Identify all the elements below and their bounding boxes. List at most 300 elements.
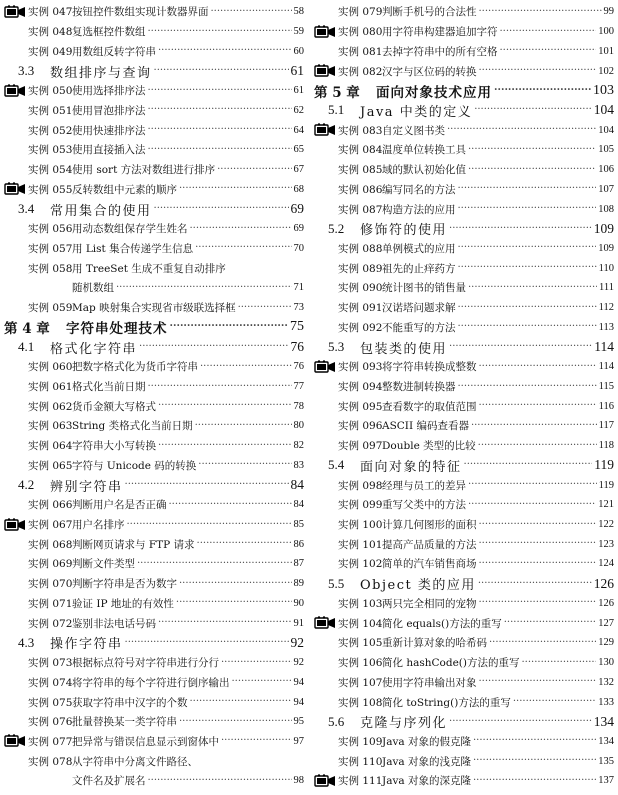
toc-entry-number: 实例 081	[338, 45, 383, 58]
dot-leader	[148, 86, 292, 96]
toc-entry-number: 实例 056	[28, 223, 73, 236]
toc-page-number: 73	[293, 302, 304, 314]
dot-leader	[479, 598, 597, 608]
dot-leader	[489, 638, 596, 648]
toc-section-heading	[314, 574, 614, 594]
toc-entry	[4, 436, 304, 456]
toc-entry-number: 实例 085	[338, 164, 383, 177]
toc-entry-number: 实例 107	[338, 676, 383, 689]
dot-leader	[148, 27, 292, 37]
toc-page-number: 107	[598, 183, 614, 195]
dot-leader	[458, 303, 597, 313]
toc-entry	[314, 633, 614, 653]
toc-entry-title: 文件名及扩展名	[72, 775, 146, 788]
toc-entry	[4, 298, 304, 318]
toc-entry	[4, 22, 304, 42]
toc-entry	[4, 594, 304, 614]
dot-leader	[449, 717, 592, 727]
toc-page-number: 69	[293, 223, 304, 235]
toc-entry-title: 用字符串构建器追加字符	[382, 26, 498, 39]
dot-leader	[468, 165, 596, 175]
dot-leader	[170, 322, 289, 332]
toc-entry-number: 5.2	[328, 220, 345, 236]
dot-leader	[232, 677, 292, 687]
toc-entry-title: 提高产品质量的方法	[382, 538, 477, 551]
toc-page-number: 129	[598, 637, 614, 649]
dot-leader	[478, 579, 592, 589]
dot-leader	[148, 145, 292, 155]
toc-page-number: 101	[598, 45, 614, 57]
toc-page-number: 119	[594, 457, 614, 473]
toc-section-heading	[4, 199, 304, 219]
toc-entry-number: 实例 074	[28, 676, 73, 689]
dot-leader	[179, 579, 292, 589]
toc-page-number: 98	[293, 775, 304, 787]
dot-leader	[458, 382, 597, 392]
toc-page-number: 84	[290, 477, 304, 493]
toc-entry-number: 3.4	[18, 201, 35, 217]
toc-entry-number: 实例 102	[338, 558, 383, 571]
toc-entry-continuation	[4, 278, 304, 298]
dot-leader	[468, 500, 596, 510]
toc-entry-title: 操作字符串	[50, 637, 123, 653]
toc-page-number: 64	[293, 124, 304, 136]
toc-entry	[314, 751, 614, 771]
toc-page-number: 116	[598, 400, 614, 412]
toc-entry	[4, 239, 304, 259]
dot-leader	[478, 441, 597, 451]
toc-entry-title: 面向对象技术应用	[376, 84, 492, 101]
toc-page-number: 135	[598, 755, 614, 767]
toc-entry-number: 实例 071	[28, 597, 73, 610]
toc-entry-number: 实例 062	[28, 400, 73, 413]
toc-entry-number: 实例 090	[338, 282, 383, 295]
toc-entry	[314, 416, 614, 436]
toc-entry-number: 实例 066	[28, 499, 73, 512]
toc-entry-number: 实例 083	[338, 124, 383, 137]
toc-entry-title: 域的默认初始化值	[382, 164, 466, 177]
dot-leader	[211, 7, 292, 17]
toc-entry-title: 汉诺塔问题求解	[382, 302, 456, 315]
toc-entry-number: 实例 103	[338, 597, 383, 610]
toc-entry-number: 实例 079	[338, 6, 383, 19]
toc-entry	[314, 258, 614, 278]
toc-entry-title: 简化 toString()方法的重写	[382, 696, 511, 709]
toc-entry-title: 使用选择排序法	[72, 85, 146, 98]
toc-entry-title: 克隆与序列化	[360, 716, 448, 732]
toc-entry	[314, 495, 614, 515]
toc-entry-title: 根据标点符号对字符串进行分行	[72, 657, 219, 670]
dot-leader	[217, 165, 291, 175]
toc-entry-number: 第 5 章	[314, 84, 360, 101]
toc-entry-number: 实例 059	[28, 302, 73, 315]
toc-entry-title: Double 类型的比较	[382, 440, 476, 453]
toc-section-heading	[314, 337, 614, 357]
toc-entry	[314, 140, 614, 160]
dot-leader	[238, 303, 292, 313]
toc-entry-title: 重写父类中的方法	[382, 499, 466, 512]
toc-page-number: 126	[593, 575, 614, 591]
toc-page-number: 77	[293, 381, 304, 393]
toc-entry	[4, 120, 304, 140]
toc-page-number: 133	[598, 696, 614, 708]
toc-section-heading	[4, 61, 304, 81]
dot-leader	[179, 184, 292, 194]
toc-entry	[4, 219, 304, 239]
toc-entry-title: ASCII 编码查看器	[382, 420, 469, 433]
toc-page-number: 109	[598, 242, 614, 254]
toc-entry-title: 将字符串的每个字符进行倒序输出	[72, 676, 230, 689]
toc-entry-number: 实例 111	[338, 775, 383, 788]
dot-leader	[148, 125, 292, 135]
toc-entry-title: Java 对象的深克隆	[382, 775, 471, 788]
dot-leader	[479, 66, 597, 76]
toc-entry-title: 鉴别非法电话号码	[72, 617, 156, 630]
toc-entry	[314, 22, 614, 42]
toc-entry	[4, 672, 304, 692]
dot-leader	[468, 283, 597, 293]
toc-entry-title: 货币金额大写格式	[72, 400, 156, 413]
dot-leader	[197, 539, 292, 549]
dot-leader	[148, 105, 292, 115]
toc-page-number: 90	[293, 597, 304, 609]
toc-entry-number: 实例 106	[338, 657, 383, 670]
toc-entry	[314, 554, 614, 574]
toc-entry-title: 整数进制转换器	[382, 381, 456, 394]
toc-page-number: 62	[293, 104, 304, 116]
toc-entry-number: 实例 076	[28, 716, 73, 729]
toc-entry-title: 把异常与错误信息显示到窗体中	[72, 735, 219, 748]
toc-entry-title: 用户名排序	[72, 519, 125, 532]
toc-entry	[4, 495, 304, 515]
toc-page-number: 69	[290, 201, 304, 217]
toc-entry	[4, 574, 304, 594]
toc-page-number: 114	[594, 339, 614, 355]
toc-page-number: 109	[593, 220, 614, 236]
toc-entry	[4, 534, 304, 554]
toc-entry-title: 用数组反转字符串	[72, 45, 156, 58]
toc-entry-number: 实例 108	[338, 696, 383, 709]
toc-entry	[314, 436, 614, 456]
toc-entry-title: 祖先的止痒药方	[382, 262, 456, 275]
toc-entry-number: 实例 054	[28, 164, 73, 177]
dot-leader	[125, 480, 289, 490]
toc-entry-continuation	[4, 771, 304, 791]
toc-entry-number: 实例 098	[338, 479, 383, 492]
toc-page-number: 58	[293, 6, 304, 18]
toc-entry-title: String 类格式化当前日期	[72, 420, 193, 433]
toc-entry	[314, 653, 614, 673]
toc-entry-title: 简单的汽车销售商场	[382, 558, 477, 571]
toc-entry	[314, 613, 614, 633]
dot-leader	[195, 421, 292, 431]
dot-leader	[221, 736, 292, 746]
toc-entry-number: 实例 096	[338, 420, 383, 433]
toc-page-number: 106	[598, 164, 614, 176]
dot-leader	[200, 362, 292, 372]
toc-entry-number: 实例 051	[28, 104, 73, 117]
toc-entry-title: 判断文件类型	[72, 558, 135, 571]
dot-leader	[148, 382, 292, 392]
toc-entry-number: 实例 109	[338, 735, 383, 748]
toc-entry-number: 实例 064	[28, 440, 73, 453]
toc-entry-title: 经理与员工的差异	[382, 479, 466, 492]
video-camera-icon	[314, 774, 336, 788]
toc-page-number: 76	[293, 361, 304, 373]
dot-leader	[473, 776, 596, 786]
toc-entry-title: 查看数字的取值范围	[382, 400, 477, 413]
toc-entry-number: 实例 089	[338, 262, 383, 275]
dot-leader	[190, 224, 292, 234]
toc-entry-title: 使用冒泡排序法	[72, 104, 146, 117]
toc-entry-number: 实例 072	[28, 617, 73, 630]
toc-page-number: 130	[598, 657, 614, 669]
toc-entry-number: 实例 101	[338, 538, 383, 551]
toc-entry	[4, 396, 304, 416]
toc-section-heading	[4, 337, 304, 357]
toc-page-number: 94	[293, 696, 304, 708]
dot-leader	[158, 618, 292, 628]
dot-leader	[479, 362, 597, 372]
toc-page-number: 124	[598, 558, 614, 570]
toc-entry-number: 实例 099	[338, 499, 383, 512]
toc-entry-title: 判断网页请求与 FTP 请求	[72, 538, 195, 551]
toc-entry-title: 将字符串转换成整数	[382, 361, 477, 374]
toc-page-number: 111	[599, 282, 614, 294]
toc-entry	[4, 456, 304, 476]
toc-entry-number: 5.3	[328, 339, 345, 355]
toc-page-number: 60	[293, 45, 304, 57]
toc-entry-title: 使用 sort 方法对数组进行排序	[72, 164, 216, 177]
toc-entry	[314, 278, 614, 298]
toc-entry	[314, 199, 614, 219]
toc-entry-number: 实例 048	[28, 26, 73, 39]
toc-entry-title: Map 映射集合实现省市级联选择框	[72, 302, 236, 315]
dot-leader	[500, 27, 597, 37]
dot-leader	[449, 342, 592, 352]
toc-entry-title: 重新计算对象的哈希码	[382, 637, 487, 650]
toc-entry-title: 使用直接插入法	[72, 144, 146, 157]
toc-entry-title: 辨别字符串	[50, 479, 123, 495]
toc-page-number: 132	[598, 676, 614, 688]
toc-entry	[4, 101, 304, 121]
video-camera-icon	[4, 518, 26, 532]
toc-entry	[4, 692, 304, 712]
toc-entry	[4, 554, 304, 574]
toc-page-number: 137	[598, 775, 614, 787]
toc-entry-number: 实例 077	[28, 735, 73, 748]
toc-entry-number: 实例 091	[338, 302, 383, 315]
toc-entry-title: 汉字与区位码的转换	[382, 65, 477, 78]
toc-entry	[314, 692, 614, 712]
toc-entry	[314, 357, 614, 377]
toc-entry-title: 计算几何图形的面积	[382, 519, 477, 532]
toc-page-number: 123	[598, 538, 614, 550]
dot-leader	[139, 342, 288, 352]
toc-entry-title: Java 对象的假克隆	[382, 735, 471, 748]
dot-leader	[195, 243, 291, 253]
toc-page-number: 82	[293, 440, 304, 452]
toc-page-number: 86	[293, 538, 304, 550]
toc-page-number: 110	[598, 262, 614, 274]
toc-entry-number: 实例 075	[28, 696, 73, 709]
toc-page-number: 115	[598, 381, 614, 393]
toc-page-number: 119	[598, 479, 614, 491]
toc-entry-number: 实例 080	[338, 26, 383, 39]
toc-entry-title: 获取字符串中汉字的个数	[72, 696, 188, 709]
toc-entry-title: 字符串处理技术	[66, 321, 168, 338]
toc-page-number: 104	[593, 102, 614, 118]
toc-entry-number: 5.4	[328, 457, 345, 473]
toc-entry-number: 实例 087	[338, 203, 383, 216]
toc-page-number: 83	[293, 459, 304, 471]
toc-section-heading	[314, 101, 614, 121]
toc-entry-number: 实例 069	[28, 558, 73, 571]
toc-page-number: 100	[598, 26, 614, 38]
toc-page-number: 67	[293, 164, 304, 176]
toc-section-heading	[314, 219, 614, 239]
video-camera-icon	[314, 616, 336, 630]
dot-leader	[458, 204, 597, 214]
toc-entry	[4, 2, 304, 22]
toc-entry	[4, 515, 304, 535]
toc-entry-number: 实例 060	[28, 361, 73, 374]
toc-entry	[314, 396, 614, 416]
toc-page-number: 126	[598, 597, 614, 609]
dot-leader	[500, 46, 597, 56]
toc-entry-title: 用动态数组保存学生姓名	[72, 223, 188, 236]
dot-leader	[221, 658, 292, 668]
dot-leader	[458, 263, 597, 273]
toc-page-number: 118	[598, 440, 614, 452]
toc-entry-title: 去掉字符串中的所有空格	[382, 45, 498, 58]
dot-leader	[458, 243, 597, 253]
toc-page-number: 75	[290, 319, 304, 335]
toc-page-number: 59	[293, 26, 304, 38]
toc-entry-number: 实例 052	[28, 124, 73, 137]
dot-leader	[148, 776, 292, 786]
toc-entry-title: 字符与 Unicode 码的转换	[72, 459, 197, 472]
dot-leader	[449, 224, 592, 234]
toc-entry-title: 字符串大小写转换	[72, 440, 156, 453]
toc-entry-number: 实例 097	[338, 440, 383, 453]
video-camera-icon	[314, 123, 336, 137]
dot-leader	[125, 638, 289, 648]
toc-entry	[314, 298, 614, 318]
toc-page-number: 65	[293, 144, 304, 156]
toc-entry	[4, 140, 304, 160]
toc-entry-title: 把数字格式化为货币字符串	[72, 361, 198, 374]
toc-entry	[314, 120, 614, 140]
toc-page-number: 70	[293, 242, 304, 254]
toc-entry-number: 实例 065	[28, 459, 73, 472]
dot-leader	[458, 184, 597, 194]
toc-entry-number: 实例 110	[338, 755, 383, 768]
toc-page-number: 85	[293, 519, 304, 531]
dot-leader	[494, 86, 591, 96]
toc-page-number: 91	[293, 617, 304, 629]
toc-entry	[4, 653, 304, 673]
dot-leader	[479, 520, 597, 530]
toc-entry	[314, 61, 614, 81]
toc-entry	[4, 41, 304, 61]
toc-entry	[4, 732, 304, 752]
toc-page-number: 87	[293, 558, 304, 570]
dot-leader	[468, 480, 597, 490]
video-camera-icon	[4, 5, 26, 19]
toc-entry-number: 实例 053	[28, 144, 73, 157]
video-camera-icon	[4, 734, 26, 748]
toc-entry-number: 实例 086	[338, 183, 383, 196]
dot-leader	[154, 204, 289, 214]
toc-page-number: 127	[598, 617, 614, 629]
toc-page-number: 92	[293, 657, 304, 669]
toc-page-number: 76	[290, 339, 304, 355]
toc-chapter-heading	[314, 81, 614, 101]
toc-page-number: 104	[598, 124, 614, 136]
toc-entry-number: 5.6	[328, 713, 345, 729]
dot-leader	[504, 618, 597, 628]
dot-leader	[479, 677, 597, 687]
toc-page-number: 95	[293, 716, 304, 728]
toc-left-column	[4, 2, 304, 791]
toc-entry	[4, 357, 304, 377]
dot-leader	[473, 756, 596, 766]
toc-entry-title: 判断用户名是否正确	[72, 499, 167, 512]
toc-entry-title: 按钮控件数组实现计数器界面	[72, 6, 209, 19]
toc-entry-number: 实例 058	[28, 262, 73, 275]
dot-leader	[479, 7, 602, 17]
toc-page-number: 117	[598, 420, 614, 432]
dot-leader	[458, 322, 597, 332]
toc-entry-number: 实例 073	[28, 657, 73, 670]
dot-leader	[464, 460, 593, 470]
toc-section-heading	[4, 475, 304, 495]
toc-section-heading	[4, 633, 304, 653]
toc-page-number: 105	[598, 144, 614, 156]
toc-entry-number: 实例 067	[28, 519, 73, 532]
toc-entry-title: 复选框控件数组	[72, 26, 146, 39]
toc-entry	[4, 751, 304, 771]
toc-page-number: 112	[598, 302, 614, 314]
dot-leader	[468, 145, 596, 155]
toc-page-number: 71	[293, 282, 304, 294]
toc-entry	[314, 771, 614, 791]
toc-entry	[4, 613, 304, 633]
toc-entry	[314, 160, 614, 180]
toc-entry-title: 用 List 集合传递学生信息	[72, 242, 194, 255]
toc-entry-number: 实例 061	[28, 381, 73, 394]
dot-leader	[169, 500, 292, 510]
toc-entry	[314, 534, 614, 554]
toc-entry-title: 使用字符串输出对象	[382, 676, 477, 689]
toc-entry-number: 实例 100	[338, 519, 383, 532]
toc-page-number: 92	[290, 634, 304, 650]
video-camera-icon	[314, 64, 336, 78]
toc-entry-title: Java 对象的浅克隆	[382, 755, 471, 768]
toc-entry-title: 单例模式的应用	[382, 242, 456, 255]
toc-page-number: 68	[293, 183, 304, 195]
toc-entry-title: 温度单位转换工具	[382, 144, 466, 157]
toc-entry-number: 实例 055	[28, 183, 73, 196]
toc-page-number: 122	[598, 519, 614, 531]
toc-section-heading	[314, 456, 614, 476]
dot-leader	[154, 66, 289, 76]
toc-entry-number: 5.1	[328, 102, 345, 118]
toc-page-number: 78	[293, 400, 304, 412]
toc-page-number: 94	[293, 676, 304, 688]
dot-leader	[190, 697, 292, 707]
